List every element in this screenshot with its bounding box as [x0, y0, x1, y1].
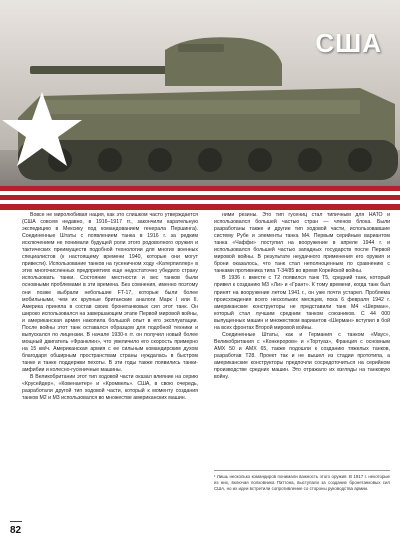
right-text-column — [214, 212, 390, 381]
chapter-title: США — [315, 28, 382, 58]
paragraph: Вовсе не миролюбивая нация, как это слишком часто утверждается (США совсем недавно, в 1916–1917 гг., закончили карательную экспедицию в Мексику под командованием генерала Першинга). Соединенные Штаты с появлением танка в 1916 г. за редким исключением не понимали будущей роли этого родоволного оружия и тактических преимуществ подобной технологии для многих военных специалистов (к настоящему времени 1940, которые они могут привести). Использование танков на гусеничном ходу «Катерпиллер» в этих многочисленных предприятиях еще недостаточно убедило страну использовать танки. Состояние местности и вес танков были основными проблемами в эти времена. Без сомнения, именно поэтому они позже выбрали небольшие FT-17, которые были более мобильными, чем их крупные британские аналоги Марк I или II. Америка приняла в состав своих бронетанковых сил этот танк. Он широко использовался на завершающем этапе Первой мировой войны, и американская армия накопила большой опыт в его эксплуатации. После войны этот танк оставался образцом для подобной техники и выпускался по лицензии. В начале 1930-х гг. он получил новый более мощный двигатель «Франклин», что увеличило его скорость примерно на 15 км/ч. Американская армия с ее сильным командирским духом благодаря обширным пространствам страны нуждалась в быстром танке и танке поддержки пехоты. В эти годы также появились танки-амфибии и колесно-гусеничные машины. — [22, 212, 198, 374]
left-text-column — [22, 212, 198, 402]
page-number-rule — [10, 521, 22, 522]
chapter-header-illustration — [0, 0, 400, 210]
page-number: 82 — [10, 525, 22, 536]
paragraph: ними резины. Это тип гусениц стал типичным для НАТО и использовался большей частью стран — членов блока. Были разработаны также и другие тип ходовой части, использовавшие систему Рубе и элементы танка M4. Первым серийным вариантом танка «Чаффи» поступил на вооружение в апреле 1944 г. и использовался большей частью западных государств после Первой мировой войны. В результате неудачного применения его оружия и брони оказалось, что танк стал неполноценным по сравнению с танками противника типа T-34/85 во время Корейской войны. — [214, 212, 390, 275]
paragraph: Соединенные Штаты, как и Германия с танком «Маус», Великобритания с «Конкерором» и «Тортуаз», Франция с основным AMX 50 и AMX 65, также подошли к созданию тяжелых танков, разработав T28. Проект так и не вышел из стадии прототипа, а американские конструкторы предпочли сосредоточиться на серийном производстве средних машин. Это отражало их взгляды на танковую войну. — [214, 331, 390, 381]
paragraph: В 1936 г. вместе с T2 появился танк T5, средний танк, который привел к созданию M3 «Ли» и «Грант». К тому времени, когда танк был принят на вооружение летом 1941 г., он уже почти устарел. Проблема происхождения всего нескольких месяцев, пока 6 февраля 1942 г. американские конструкторы не представили танк M4 «Шерман», который стал лучшим средним танком союзников. С 44 000 выпущенных машин и множеством вариантов «Шерман» вступил в бой на всех фронтах Второй мировой войны. — [214, 275, 390, 331]
paragraph: В Великобритании этот тип ходовой части оказал влияние на серию «Крусейдер», «Ковенантер» и «Кромвель». США, в свою очередь, разработали другой тип ходовой части, который к моменту создания танков M2 и M3 использовался во множестве американских машин. — [22, 374, 198, 402]
footnote: ¹ Лишь несколько командиров понимали важность этого оружия. В 1917 г. некоторые из них, включая полковника Паттона, выступали за создание бронетанковых сил США, но их идеи встретили сопротивление со стороны руководства армии. — [214, 470, 390, 492]
